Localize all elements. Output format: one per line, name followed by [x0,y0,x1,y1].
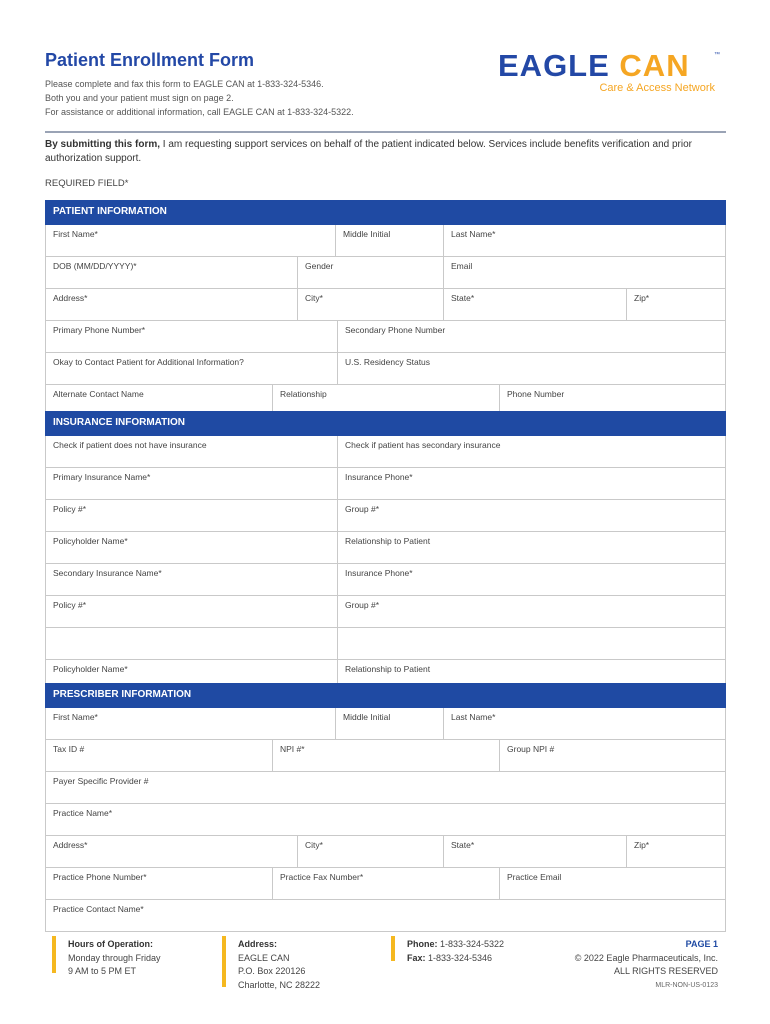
prescriber-middle-initial-field[interactable]: Middle Initial [335,708,443,739]
form-row [45,289,726,321]
hours-line: 9 AM to 5 PM ET [68,966,137,976]
patient-primary-phone-field[interactable]: Primary Phone Number* [53,325,146,335]
form-row [45,900,726,932]
group-npi-field[interactable]: Group NPI # [499,740,725,771]
logo-word-can: CAN [619,48,690,83]
phone-label: Phone: [407,939,438,949]
practice-contact-field[interactable]: Practice Contact Name* [53,904,144,914]
required-field-note: REQUIRED FIELD* [45,178,129,189]
patient-address-field[interactable]: Address* [53,293,88,303]
eagle-can-logo [498,50,728,94]
form-row [45,804,726,836]
patient-secondary-phone-field[interactable]: Secondary Phone Number [337,321,725,352]
form-row [45,628,726,660]
patient-first-name-field[interactable]: First Name* [53,229,98,239]
alternate-contact-field[interactable]: Alternate Contact Name [53,389,144,399]
primary-policy-field[interactable]: Policy #* [53,504,87,514]
secondary-insurance-phone-field[interactable]: Insurance Phone* [337,564,725,595]
rights-text: ALL RIGHTS RESERVED [613,966,718,976]
patient-dob-field[interactable]: DOB (MM/DD/YYYY)* [53,261,137,271]
tax-id-field[interactable]: Tax ID # [53,744,85,754]
patient-zip-field[interactable]: Zip* [626,289,725,320]
payer-provider-field[interactable]: Payer Specific Provider # [53,776,149,786]
form-row [45,353,726,385]
hours-label: Hours of Operation: [68,939,153,949]
header-divider [45,131,726,133]
patient-city-field[interactable]: City* [297,289,443,320]
form-row [45,740,726,772]
residency-status-field[interactable]: U.S. Residency Status [337,353,725,384]
secondary-insurance-name-field[interactable]: Secondary Insurance Name* [53,568,162,578]
patient-gender-field[interactable]: Gender [297,257,443,288]
section-heading: PATIENT INFORMATION [45,200,726,225]
practice-zip-field[interactable]: Zip* [626,836,725,867]
statement-bold: By submitting this form, [45,139,160,150]
prescriber-last-name-field[interactable]: Last Name* [443,708,725,739]
okay-to-contact-field[interactable]: Okay to Contact Patient for Additional Information? [53,357,244,367]
form-row [45,257,726,289]
form-row [45,500,726,532]
form-row [45,321,726,353]
form-row [45,225,726,257]
hours-line: Monday through Friday [68,952,161,963]
address-line: EAGLE CAN [238,952,290,963]
form-row [45,532,726,564]
practice-phone-field[interactable]: Practice Phone Number* [53,872,147,882]
secondary-policy-field[interactable]: Policy #* [53,600,87,610]
patient-middle-initial-field[interactable]: Middle Initial [335,225,443,256]
patient-information-section [45,200,726,417]
page-title: Patient Enrollment Form [45,50,255,70]
page-number: PAGE 1 [685,939,718,949]
form-row [45,564,726,596]
practice-name-field[interactable]: Practice Name* [53,808,113,818]
footer-accent-bar [222,936,226,987]
practice-state-field[interactable]: State* [443,836,626,867]
prescriber-information-section [45,683,726,932]
address-line: Charlotte, NC 28222 [238,979,321,990]
intro-line: Please complete and fax this form to EAGLE CAN at 1-833-324-5346. [45,79,324,89]
form-row [45,468,726,500]
insurance-information-section [45,411,726,692]
patient-last-name-field[interactable]: Last Name* [443,225,725,256]
secondary-group-field[interactable]: Group #* [337,596,725,627]
blank-field[interactable] [337,628,725,659]
contact-block [407,938,504,965]
logo-tagline: Care & Access Network [599,82,715,94]
phone-value: 1-833-324-5322 [437,939,505,949]
footer-accent-bar [52,936,56,973]
patient-email-field[interactable]: Email [443,257,725,288]
address-block [238,938,320,992]
primary-insurance-phone-field[interactable]: Insurance Phone* [337,468,725,499]
form-row [45,772,726,804]
form-row [45,436,726,468]
statement-text: I am requesting support services on behalf of the patient indicated below. Services include benefits verification and prior authorization support. [45,139,692,164]
secondary-relationship-field[interactable]: Relationship to Patient [337,660,725,691]
footer-accent-bar [391,936,395,961]
section-heading: INSURANCE INFORMATION [45,411,726,436]
intro-text [45,77,354,119]
section-heading: PRESCRIBER INFORMATION [45,683,726,708]
secondary-insurance-checkbox[interactable]: Check if patient has secondary insurance [337,436,725,467]
prescriber-first-name-field[interactable]: First Name* [53,712,98,722]
form-row [45,868,726,900]
patient-state-field[interactable]: State* [443,289,626,320]
address-label: Address: [238,939,278,949]
form-row [45,596,726,628]
no-insurance-checkbox[interactable]: Check if patient does not have insurance [53,440,207,450]
primary-group-field[interactable]: Group #* [337,500,725,531]
consent-statement [45,138,725,166]
logo-wordmark [498,50,728,82]
intro-line: Both you and your patient must sign on page 2. [45,93,234,103]
intro-line: For assistance or additional information, call EAGLE CAN at 1-833-324-5322. [45,107,354,117]
form-row [45,836,726,868]
fax-value: 1-833-324-5346 [425,952,493,963]
copyright-text: © 2022 Eagle Pharmaceuticals, Inc. [574,952,718,963]
npi-field[interactable]: NPI #* [272,740,499,771]
hours-block [68,938,161,979]
alternate-relationship-field[interactable]: Relationship [272,385,499,416]
practice-address-field[interactable]: Address* [53,840,88,850]
practice-city-field[interactable]: City* [297,836,443,867]
fax-label: Fax: [407,952,426,963]
footer-page-info [540,938,718,992]
logo-trademark: ™ [714,52,720,58]
primary-insurance-name-field[interactable]: Primary Insurance Name* [53,472,151,482]
blank-field[interactable] [46,628,337,659]
alternate-phone-field[interactable]: Phone Number [499,385,725,416]
logo-word-eagle: EAGLE [498,48,610,83]
primary-policyholder-field[interactable]: Policyholder Name* [53,536,128,546]
form-row [45,708,726,740]
address-line: P.O. Box 220126 [238,966,306,976]
practice-fax-field[interactable]: Practice Fax Number* [272,868,499,899]
document-code: MLR-NON-US-0123 [655,981,718,989]
practice-email-field[interactable]: Practice Email [499,868,725,899]
secondary-policyholder-field[interactable]: Policyholder Name* [53,664,128,674]
primary-relationship-field[interactable]: Relationship to Patient [337,532,725,563]
